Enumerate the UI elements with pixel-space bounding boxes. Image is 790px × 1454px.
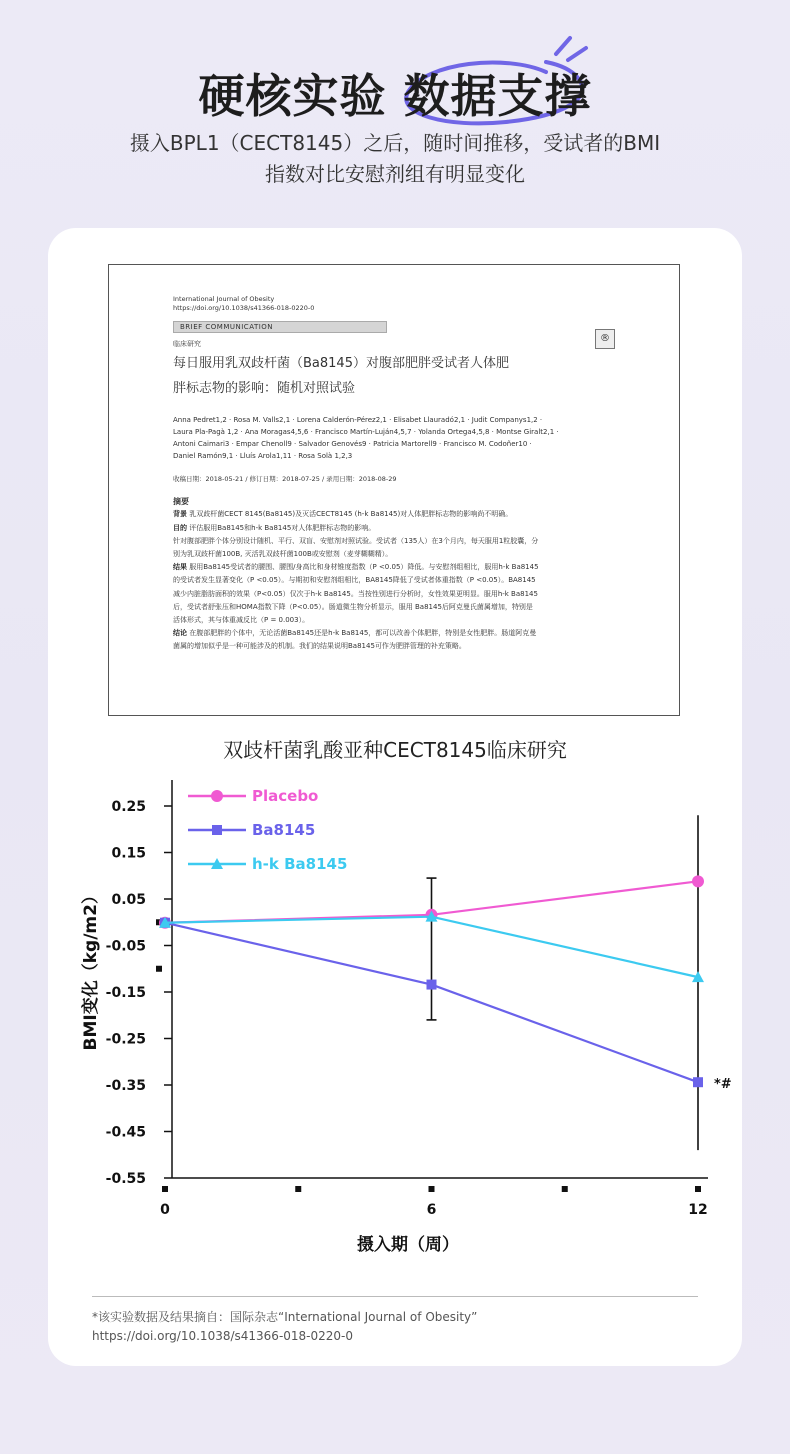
concl-label: 结论	[173, 629, 187, 638]
y-minor-marker	[156, 966, 162, 972]
legend-label: Placebo	[252, 787, 319, 805]
content-card	[48, 228, 742, 1366]
section-label: BRIEF COMMUNICATION	[173, 321, 387, 333]
result-line2: 的受试者发生显著变化（P <0.05）。与期初和安慰剂组相比，BA8145降低了受试者体重指数（P <0.05）。BA8145	[173, 576, 536, 585]
result-line3: 减少内脏脂肪面积的效果（P<0.05）仅次于h-k Ba8145。当按性别进行分析时，女性效果更明显。服用h-k Ba8145	[173, 589, 538, 598]
x-minor-marker	[562, 1186, 568, 1192]
abstract-aim	[173, 522, 615, 535]
method-line2: 别为乳双歧杆菌100B, 灭活乳双歧杆菌100B或安慰剂（麦芽糊糊精）。	[173, 549, 393, 558]
footnote-line2: https://doi.org/10.1038/s41366-018-0220-0	[92, 1329, 354, 1343]
headline-part2-wrap	[404, 60, 592, 126]
x-axis-label: 摄入期（周）	[357, 1235, 459, 1255]
x-tick-label: 0	[160, 1202, 170, 1218]
x-tick-mark	[429, 1186, 435, 1192]
bmi-line-chart	[48, 768, 742, 1288]
headline-part1: 硬核实验	[198, 69, 387, 123]
abstract-result	[173, 561, 615, 574]
legend-marker	[212, 825, 222, 835]
footnote	[92, 1308, 477, 1346]
x-tick-mark	[162, 1186, 168, 1192]
chart-title: 双歧杆菌乳酸亚种CECT8145临床研究	[223, 738, 567, 762]
paper-excerpt	[108, 264, 680, 716]
x-minor-marker	[295, 1186, 301, 1192]
legend-label: h-k Ba8145	[252, 855, 348, 873]
authors-line4: Daniel Ramón9,1 · Lluís Arola1,11 · Rosa Solà 1,2,3	[173, 451, 353, 460]
result-line1: 服用Ba8145受试者的腰围、腰围/身高比和身材锥度指数（P <0.05）降低。与安慰剂组相比，服用h-k Ba8145	[189, 563, 539, 572]
aim-text: 评估服用Ba8145和h-k Ba8145对人体肥胖标志物的影响。	[189, 523, 376, 532]
x-tick-mark	[695, 1186, 701, 1192]
paper-category: 临床研究	[173, 340, 201, 348]
point-placebo	[692, 875, 704, 887]
y-axis-label: BMI变化（kg/m2）	[81, 887, 101, 1051]
footnote-line1: *该实验数据及结果摘自：国际杂志“International Journal of Obesity”	[92, 1310, 478, 1324]
y-tick-label: -0.35	[105, 1078, 146, 1094]
result-line4: 后，受试者舒张压和HOMA指数下降（P<0.05）。肠道微生物分析显示，服用 Ba8145后阿克曼氏菌属增加，特别是	[173, 602, 533, 611]
divider	[92, 1296, 698, 1297]
y-tick-label: -0.45	[105, 1124, 146, 1141]
abstract-conclusion	[173, 627, 615, 640]
paper-authors	[173, 414, 615, 462]
paper-doi: https://doi.org/10.1038/s41366-018-0220-0	[173, 304, 315, 312]
point-ba8145	[427, 980, 437, 990]
paper-dates: 收稿日期：2018-05-21 / 修订日期：2018-07-25 / 录用日期：2018-08-29	[173, 474, 397, 483]
y-tick-label: -0.55	[105, 1171, 146, 1187]
legend-label: Ba8145	[252, 821, 316, 839]
crossmark-icon: ®	[595, 329, 615, 349]
journal-name: International Journal of Obesity	[173, 295, 275, 303]
significance-annotation: *#	[714, 1077, 732, 1093]
bg-label: 背景	[173, 510, 187, 519]
headline	[0, 60, 790, 126]
concl-line1: 在腹部肥胖的个体中，无论活菌Ba8145还是h-k Ba8145，都可以改善个体肥胖，特别是女性肥胖。肠道阿克曼	[189, 629, 537, 638]
aim-label: 目的	[173, 523, 187, 532]
authors-line3: Antoni Caimari3 · Empar Chenoll9 · Salvador Genovés9 · Patricia Martorell9 · Francisco M. Codoñer10 ·	[173, 439, 532, 448]
abstract-background	[173, 508, 615, 521]
result-line5: 活体形式，其与体重减反比（P = 0.003）。	[173, 615, 310, 624]
y-tick-label: 0.25	[111, 799, 146, 815]
y-tick-label: 0.15	[111, 845, 146, 862]
paper-title-line2: 胖标志物的影响：随机对照试验	[173, 380, 356, 396]
y-tick-label: -0.25	[105, 1031, 146, 1048]
headline-part2: 数据支撑	[403, 69, 592, 123]
subtitle-line1: 摄入BPL1（CECT8145）之后，随时间推移，受试者的BMI	[129, 131, 661, 155]
abstract-heading: 摘要	[173, 496, 189, 506]
authors-line2: Laura Pla-Pagà 1,2 · Ana Moragas4,5,6 · Francisco Martín-Luján4,5,7 · Yolanda Ortega4,5,8 · Montse Giralt2,1 ·	[173, 427, 559, 436]
method-line1: 针对腹部肥胖个体分别设计随机、平行、双盲、安慰剂对照试验。受试者（135人）在3个月内，每天服用1粒胶囊，分	[173, 536, 539, 545]
abstract-body	[173, 508, 615, 653]
y-tick-label: -0.05	[105, 938, 146, 955]
point-ba8145	[693, 1077, 703, 1087]
legend-marker	[211, 790, 223, 802]
x-tick-label: 12	[688, 1202, 708, 1218]
result-label: 结果	[173, 563, 187, 572]
y-tick-label: -0.15	[105, 985, 146, 1001]
subtitle-line2: 指数对比安慰剂组有明显变化	[265, 162, 525, 186]
authors-line1: Anna Pedret1,2 · Rosa M. Valls2,1 · Lorena Calderón-Pérez2,1 · Elisabet Llauradó2,1 · Judit Companys1,2 ·	[173, 415, 543, 424]
paper-title-line1: 每日服用乳双歧杆菌（Ba8145）对腹部肥胖受试者人体肥	[173, 355, 509, 371]
y-tick-label: 0.05	[111, 892, 146, 908]
concl-line2: 菌属的增加似乎是一种可能涉及的机制。我们的结果说明Ba8145可作为肥胖管理的补充策略。	[173, 642, 466, 651]
subtitle	[0, 128, 790, 190]
bg-text: 乳双歧杆菌CECT 8145(Ba8145)及灭活CECT8145 (h-k Ba8145)对人体肥胖标志物的影响尚不明确。	[189, 510, 513, 519]
x-tick-label: 6	[426, 1202, 437, 1218]
